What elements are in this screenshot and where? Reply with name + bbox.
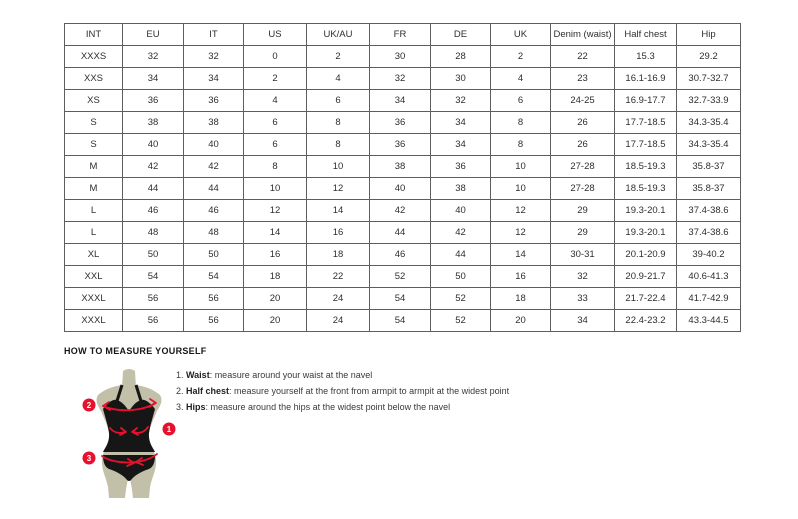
size-table-cell: 40 [123, 134, 184, 156]
size-table-cell: 12 [491, 222, 551, 244]
size-table-cell: XXXL [65, 310, 123, 332]
size-table-cell: 34.3-35.4 [677, 112, 741, 134]
size-table-cell: 34 [370, 90, 431, 112]
svg-text:1: 1 [166, 425, 172, 434]
size-table-cell: 20 [491, 310, 551, 332]
size-table-cell: 18 [307, 244, 370, 266]
size-conversion-table [64, 23, 741, 332]
size-table-cell: 34 [431, 134, 491, 156]
size-table-cell: 10 [491, 178, 551, 200]
size-table-cell: 56 [184, 288, 244, 310]
size-table-cell: M [65, 178, 123, 200]
size-table-row [65, 288, 741, 310]
size-table-cell: 22 [307, 266, 370, 288]
size-table-cell: 24 [307, 288, 370, 310]
size-table-cell: 30 [431, 68, 491, 90]
size-table-cell: 28 [431, 46, 491, 68]
size-table-cell: 52 [431, 288, 491, 310]
size-table-cell: 18.5-19.3 [615, 178, 677, 200]
size-table-cell: 12 [491, 200, 551, 222]
size-table-cell: 2 [244, 68, 307, 90]
size-table-cell: 56 [184, 310, 244, 332]
size-table-cell: 16.1-16.9 [615, 68, 677, 90]
size-table-cell: M [65, 156, 123, 178]
size-table-cell: 20 [244, 310, 307, 332]
size-table-header-cell: IT [184, 24, 244, 46]
size-table-cell: XXXL [65, 288, 123, 310]
measure-step-text: : measure around your waist at the navel [209, 370, 373, 380]
size-table-cell: 10 [307, 156, 370, 178]
size-table-cell: 22.4-23.2 [615, 310, 677, 332]
size-table-row [65, 134, 741, 156]
size-table-cell: 8 [307, 134, 370, 156]
size-table-cell: 10 [244, 178, 307, 200]
size-table-cell: XS [65, 90, 123, 112]
size-table-cell: 18.5-19.3 [615, 156, 677, 178]
size-table-cell: 14 [491, 244, 551, 266]
size-table-cell: 33 [551, 288, 615, 310]
size-table-cell: 41.7-42.9 [677, 288, 741, 310]
size-table-cell: 6 [491, 90, 551, 112]
size-table-cell: L [65, 222, 123, 244]
size-table-cell: 20 [244, 288, 307, 310]
size-table-cell: 46 [184, 200, 244, 222]
size-table-cell: 36 [184, 90, 244, 112]
size-table-cell: 29 [551, 222, 615, 244]
size-table-cell: 16 [244, 244, 307, 266]
size-table-cell: 40 [370, 178, 431, 200]
size-table-cell: 10 [491, 156, 551, 178]
size-table-cell: 32 [370, 68, 431, 90]
size-table-cell: 48 [184, 222, 244, 244]
size-table-header-row [65, 24, 741, 46]
size-table-cell: 26 [551, 112, 615, 134]
badge-waist [163, 423, 176, 436]
size-table-cell: 46 [123, 200, 184, 222]
measurement-diagram [76, 367, 181, 503]
size-table-row [65, 178, 741, 200]
size-table-cell: 39-40.2 [677, 244, 741, 266]
measure-step-number: 1. [176, 370, 187, 380]
size-table-row [65, 46, 741, 68]
size-table-cell: 35.8-37 [677, 156, 741, 178]
size-table-cell: 30 [370, 46, 431, 68]
size-table-cell: 8 [491, 112, 551, 134]
size-table-cell: 12 [307, 178, 370, 200]
size-table-cell: 44 [184, 178, 244, 200]
size-table-row [65, 90, 741, 112]
size-table-cell: XL [65, 244, 123, 266]
size-table-cell: 21.7-22.4 [615, 288, 677, 310]
size-table-header-cell: INT [65, 24, 123, 46]
size-table-row [65, 68, 741, 90]
size-table-cell: 54 [184, 266, 244, 288]
size-table-cell: 54 [123, 266, 184, 288]
measure-step [176, 371, 509, 381]
size-table-cell: 37.4-38.6 [677, 222, 741, 244]
size-table-cell: 16 [307, 222, 370, 244]
measure-step-text: : measure around the hips at the widest point below the navel [205, 402, 451, 412]
size-table-cell: 56 [123, 288, 184, 310]
size-table-cell: 27-28 [551, 156, 615, 178]
size-table-body [65, 46, 741, 332]
size-table-header-cell: Half chest [615, 24, 677, 46]
size-table-cell: 32 [123, 46, 184, 68]
size-table-row [65, 112, 741, 134]
size-table-cell: 23 [551, 68, 615, 90]
size-table-cell: 8 [244, 156, 307, 178]
size-table-cell: 42 [123, 156, 184, 178]
size-table-cell: 8 [491, 134, 551, 156]
size-table-cell: 38 [370, 156, 431, 178]
size-table-header-cell: Hip [677, 24, 741, 46]
size-table-cell: 30-31 [551, 244, 615, 266]
measure-section-heading: HOW TO MEASURE YOURSELF [64, 346, 207, 356]
size-table-header-cell: US [244, 24, 307, 46]
size-table-cell: 40 [431, 200, 491, 222]
size-table-cell: 29.2 [677, 46, 741, 68]
size-table-cell: 34 [551, 310, 615, 332]
size-table-cell: 37.4-38.6 [677, 200, 741, 222]
size-table-cell: 32 [184, 46, 244, 68]
size-table-cell: 4 [491, 68, 551, 90]
size-table-cell: 20.9-21.7 [615, 266, 677, 288]
size-table-cell: 12 [244, 200, 307, 222]
svg-text:3: 3 [86, 454, 92, 463]
size-table-cell: 6 [307, 90, 370, 112]
size-table-cell: 18 [244, 266, 307, 288]
size-table-cell: 40.6-41.3 [677, 266, 741, 288]
svg-text:2: 2 [86, 401, 92, 410]
size-table-cell: 50 [184, 244, 244, 266]
size-table-cell: 27-28 [551, 178, 615, 200]
size-table-cell: 14 [307, 200, 370, 222]
size-table-cell: 34.3-35.4 [677, 134, 741, 156]
size-table-cell: 40 [184, 134, 244, 156]
size-table-row [65, 266, 741, 288]
size-table-cell: 24-25 [551, 90, 615, 112]
badge-hip [83, 452, 96, 465]
size-table-cell: 0 [244, 46, 307, 68]
size-table-cell: 36 [370, 112, 431, 134]
size-table-header-cell: EU [123, 24, 184, 46]
size-table-cell: 24 [307, 310, 370, 332]
size-table-row [65, 310, 741, 332]
size-table-cell: 54 [370, 288, 431, 310]
size-table-cell: XXXS [65, 46, 123, 68]
measure-step-label: Hips [186, 402, 206, 412]
size-table-cell: 17.7-18.5 [615, 134, 677, 156]
size-table-cell: S [65, 112, 123, 134]
size-table-cell: 34 [123, 68, 184, 90]
size-table-cell: 4 [244, 90, 307, 112]
size-table-cell: 44 [370, 222, 431, 244]
size-table-cell: 29 [551, 200, 615, 222]
size-table-header-cell: UK/AU [307, 24, 370, 46]
size-table-cell: 56 [123, 310, 184, 332]
size-table-cell: 42 [184, 156, 244, 178]
size-table-cell: 54 [370, 310, 431, 332]
size-table-header-cell: UK [491, 24, 551, 46]
size-table-cell: 34 [431, 112, 491, 134]
size-table-cell: 36 [123, 90, 184, 112]
size-table-header-cell: DE [431, 24, 491, 46]
size-table-cell: 42 [431, 222, 491, 244]
size-table-cell: 35.8-37 [677, 178, 741, 200]
size-table-cell: 34 [184, 68, 244, 90]
size-table-cell: 14 [244, 222, 307, 244]
size-table-cell: 22 [551, 46, 615, 68]
size-table-header-cell: Denim (waist) [551, 24, 615, 46]
size-table-header-cell: FR [370, 24, 431, 46]
size-table-cell: 6 [244, 134, 307, 156]
size-table-row [65, 222, 741, 244]
size-table-cell: 16 [491, 266, 551, 288]
size-table-cell: 48 [123, 222, 184, 244]
size-table-cell: 16.9-17.7 [615, 90, 677, 112]
size-table-cell: 4 [307, 68, 370, 90]
size-table-cell: XXS [65, 68, 123, 90]
measure-step-number: 3. [176, 402, 187, 412]
size-table-cell: 18 [491, 288, 551, 310]
size-table-cell: 32.7-33.9 [677, 90, 741, 112]
size-table-cell: 20.1-20.9 [615, 244, 677, 266]
measure-steps [176, 371, 509, 419]
size-table-cell: XXL [65, 266, 123, 288]
size-table-cell: 50 [431, 266, 491, 288]
size-table-cell: L [65, 200, 123, 222]
measure-step [176, 387, 509, 397]
size-table-cell: 19.3-20.1 [615, 222, 677, 244]
size-table-cell: 38 [123, 112, 184, 134]
size-table-row [65, 200, 741, 222]
size-table-cell: 36 [431, 156, 491, 178]
size-table-cell: 50 [123, 244, 184, 266]
size-table-cell: 8 [307, 112, 370, 134]
size-table-cell: 2 [307, 46, 370, 68]
size-table-cell: 43.3-44.5 [677, 310, 741, 332]
size-table-cell: 6 [244, 112, 307, 134]
size-table-cell: 44 [431, 244, 491, 266]
size-table-cell: 32 [551, 266, 615, 288]
measure-step-number: 2. [176, 386, 187, 396]
size-table-cell: 36 [370, 134, 431, 156]
size-table-cell: 42 [370, 200, 431, 222]
size-table-row [65, 156, 741, 178]
size-table-cell: 52 [370, 266, 431, 288]
size-table-cell: 52 [431, 310, 491, 332]
measure-step-label: Waist [186, 370, 210, 380]
size-table-row [65, 244, 741, 266]
size-table-cell: 32 [431, 90, 491, 112]
size-table-cell: 38 [431, 178, 491, 200]
size-table-cell: S [65, 134, 123, 156]
size-table-cell: 30.7-32.7 [677, 68, 741, 90]
size-table-cell: 38 [184, 112, 244, 134]
size-table-cell: 26 [551, 134, 615, 156]
measure-step-text: : measure yourself at the front from armpit to armpit at the widest point [229, 386, 510, 396]
size-table-cell: 44 [123, 178, 184, 200]
size-table-head [65, 24, 741, 46]
measure-step-label: Half chest [186, 386, 230, 396]
size-table-cell: 46 [370, 244, 431, 266]
size-table-cell: 17.7-18.5 [615, 112, 677, 134]
size-table-cell: 15.3 [615, 46, 677, 68]
measure-step [176, 403, 509, 413]
size-table-cell: 2 [491, 46, 551, 68]
size-table-cell: 19.3-20.1 [615, 200, 677, 222]
badge-chest [83, 399, 96, 412]
